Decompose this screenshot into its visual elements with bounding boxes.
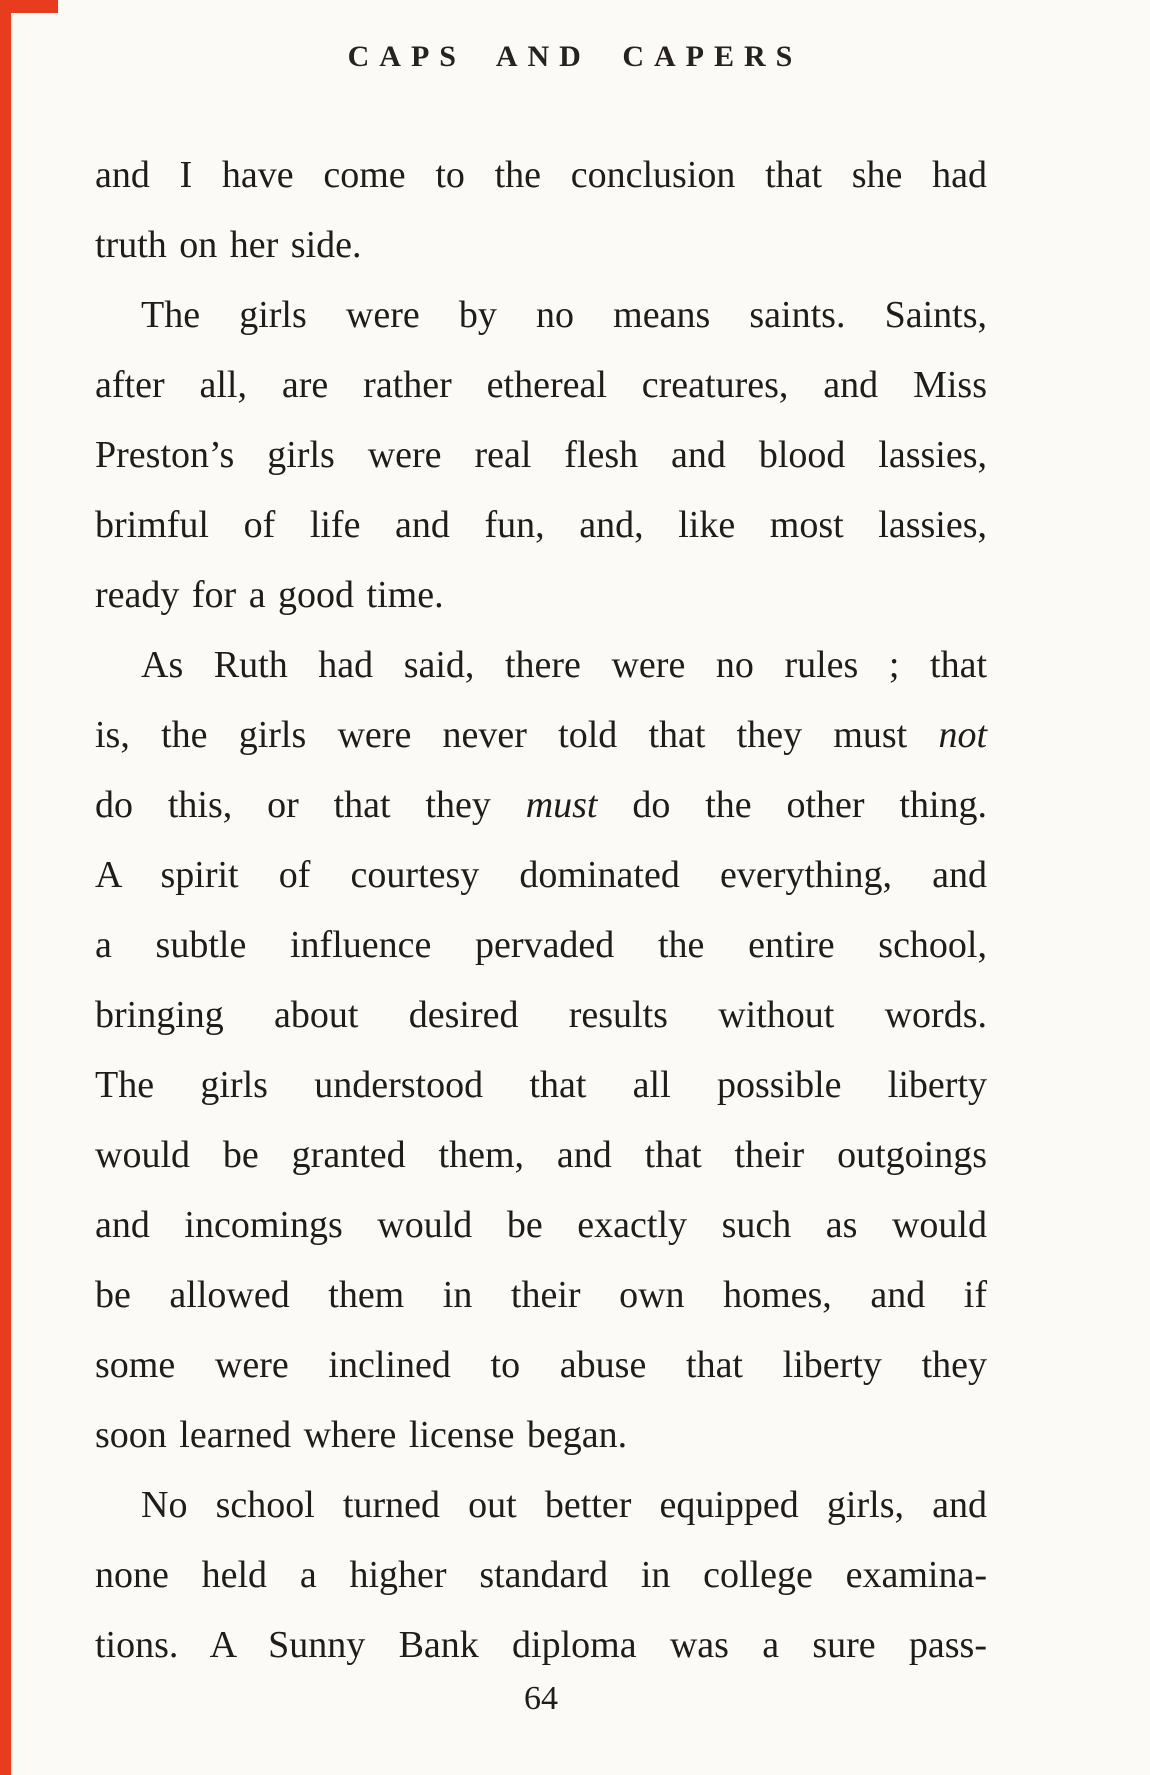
text-line [95,700,987,770]
text-line: ready for a good time. [95,574,444,616]
text-line: and incomings would be exactly such as would [95,1204,987,1246]
text-line: bringing about desired results without words. [95,994,987,1036]
text-line: after all, are rather ethereal creatures, and Miss [95,364,987,406]
text-line: The girls understood that all possible liberty [95,1064,987,1106]
text-line [95,770,987,840]
book-spine-corner [0,0,58,13]
text-segment-italic: must [525,784,598,826]
text-line: truth on her side. [95,224,362,266]
text-segment: do the other thing. [597,784,987,826]
text-line: soon learned where license began. [95,1414,628,1456]
text-line: would be granted them, and that their outgoings [95,1134,987,1176]
text-line: be allowed them in their own homes, and if [95,1274,987,1316]
text-line: none held a higher standard in college examina- [95,1554,987,1596]
text-segment: is, the girls were never told that they must [95,714,939,756]
page-number: 64 [524,1680,558,1717]
text-segment-italic: not [938,714,987,756]
running-title: CAPS AND CAPERS [347,40,803,73]
text-line: some were inclined to abuse that liberty they [95,1344,987,1386]
book-spine-edge [0,0,11,1775]
text-segment: do this, or that they [95,784,526,826]
text-line: tions. A Sunny Bank diploma was a sure pass- [95,1624,987,1666]
text-line: No school turned out better equipped girls, and [141,1484,987,1526]
text-line: A spirit of courtesy dominated everything, and [95,854,987,896]
text-line: brimful of life and fun, and, like most lassies, [95,504,987,546]
text-line: As Ruth had said, there were no rules ; that [141,644,987,686]
text-line: and I have come to the conclusion that she had [95,154,987,196]
text-line: The girls were by no means saints. Saints, [141,294,987,336]
text-line: Preston’s girls were real flesh and blood lassies, [95,434,987,476]
text-line: a subtle influence pervaded the entire school, [95,924,987,966]
body-text [95,140,987,1680]
